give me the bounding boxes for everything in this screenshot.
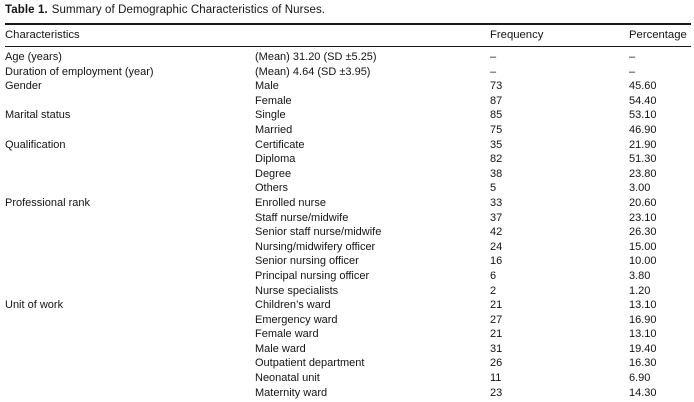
table-cell: 31	[490, 342, 503, 355]
table-row	[5, 138, 691, 153]
table-cell: 14.30	[629, 386, 657, 399]
table-row	[5, 225, 691, 240]
header-frequency: Frequency	[490, 24, 629, 47]
table-cell	[5, 342, 255, 357]
table-row	[5, 371, 691, 386]
table-cell: Enrolled nurse	[255, 196, 326, 209]
table-caption-text: Summary of Demographic Characteristics of Nurses.	[51, 4, 326, 16]
table-cell: 42	[490, 226, 503, 239]
table-cell: 26	[490, 357, 503, 370]
table-row	[5, 327, 691, 342]
table-cell: 21	[490, 299, 503, 312]
table-cell: Professional rank	[5, 196, 90, 209]
table-cell: Duration of employment (year)	[5, 65, 154, 78]
table-cell: Gender	[5, 80, 42, 93]
table-cell: 3.00	[629, 182, 651, 195]
header-percentage: Percentage	[629, 24, 691, 47]
table-cell: 23.10	[629, 211, 657, 224]
table-cell: 16.30	[629, 357, 657, 370]
table-row	[5, 342, 691, 357]
table-cell	[5, 167, 255, 182]
table-cell	[5, 240, 255, 255]
table-row	[5, 386, 691, 402]
table-cell: Emergency ward	[255, 313, 338, 326]
table-cell: 85	[490, 109, 503, 122]
table-cell: Neonatal unit	[255, 372, 320, 385]
table-cell: 21.90	[629, 138, 657, 151]
table-row	[5, 79, 691, 94]
table-cell: 16.90	[629, 313, 657, 326]
table-cell: 75	[490, 123, 503, 136]
table-cell: 23	[490, 386, 503, 399]
table-header-row	[5, 24, 691, 47]
table-cell	[5, 269, 255, 284]
table-cell: –	[490, 51, 497, 63]
table-cell: 87	[490, 94, 503, 107]
table-cell: 13.10	[629, 299, 657, 312]
table-caption	[5, 4, 691, 17]
table-cell	[5, 254, 255, 269]
table-cell	[5, 327, 255, 342]
table-row	[5, 356, 691, 371]
table-cell: Senior staff nurse/midwife	[255, 226, 382, 239]
table-row	[5, 240, 691, 255]
table-cell: Male	[255, 80, 279, 93]
table-row	[5, 269, 691, 284]
table-cell: 1.20	[629, 284, 651, 297]
table-row	[5, 254, 691, 269]
table-cell: (Mean) 4.64 (SD ±3.95)	[255, 65, 371, 78]
table-cell: 35	[490, 138, 503, 151]
table-cell: 16	[490, 255, 503, 268]
table-cell: 38	[490, 167, 503, 180]
header-characteristics: Characteristics	[5, 24, 255, 47]
table-row	[5, 167, 691, 182]
table-cell: 26.30	[629, 226, 657, 239]
table-cell: 82	[490, 153, 503, 166]
table-cell: 20.60	[629, 196, 657, 209]
table-cell: Children’s ward	[255, 299, 331, 312]
table-cell	[5, 211, 255, 226]
table-cell: 2	[490, 284, 497, 297]
table-cell: Married	[255, 123, 293, 136]
table-row	[5, 211, 691, 226]
table-row	[5, 152, 691, 167]
table-cell	[5, 152, 255, 167]
table-cell	[5, 181, 255, 196]
table-cell: Degree	[255, 167, 292, 180]
table-cell	[5, 386, 255, 402]
table-row	[5, 181, 691, 196]
table-row	[5, 298, 691, 313]
table-cell: 23.80	[629, 167, 657, 180]
table-row	[5, 284, 691, 299]
table-row	[5, 196, 691, 211]
table-cell: Qualification	[5, 138, 66, 151]
table-row	[5, 313, 691, 328]
table-cell: 24	[490, 240, 503, 253]
table-cell: 46.90	[629, 123, 657, 136]
table-cell	[5, 284, 255, 299]
table-cell: 51.30	[629, 153, 657, 166]
table-cell: 19.40	[629, 342, 657, 355]
table-cell: (Mean) 31.20 (SD ±5.25)	[255, 51, 377, 63]
table-row	[5, 123, 691, 138]
table-cell: Diploma	[255, 153, 296, 166]
table-cell: Nurse specialists	[255, 284, 339, 297]
table-cell: Principal nursing officer	[255, 269, 370, 282]
table-cell: Female	[255, 94, 292, 107]
table-cell: 13.10	[629, 328, 657, 341]
table-cell: Male ward	[255, 342, 306, 355]
demographics-table	[5, 23, 691, 402]
table-cell	[5, 94, 255, 109]
table-cell: Maternity ward	[255, 386, 328, 399]
table-cell	[5, 356, 255, 371]
table-cell: 27	[490, 313, 503, 326]
table-cell: Female ward	[255, 328, 319, 341]
table-cell: Unit of work	[5, 299, 64, 312]
table-cell	[5, 225, 255, 240]
table-caption-label: Table 1.	[5, 4, 48, 16]
table-cell: 3.80	[629, 269, 651, 282]
table-cell: Others	[255, 182, 289, 195]
table-row	[5, 108, 691, 123]
table-cell: Staff nurse/midwife	[255, 211, 349, 224]
table-cell: Senior nursing officer	[255, 255, 359, 268]
table-cell: 5	[490, 182, 497, 195]
table-cell	[5, 123, 255, 138]
table-cell: 10.00	[629, 255, 657, 268]
table-row	[5, 47, 691, 65]
table-cell: 6.90	[629, 372, 651, 385]
table-cell: 33	[490, 196, 503, 209]
table-cell	[5, 313, 255, 328]
table-cell: –	[490, 65, 497, 78]
table-cell: Single	[255, 109, 286, 122]
table-cell	[5, 371, 255, 386]
table-cell: 37	[490, 211, 503, 224]
table-cell: 54.40	[629, 94, 657, 107]
table-cell: 53.10	[629, 109, 657, 122]
table-cell: 73	[490, 80, 503, 93]
table-cell: Nursing/midwifery officer	[255, 240, 376, 253]
table-cell: 6	[490, 269, 497, 282]
table-cell: Age (years)	[5, 51, 62, 63]
table-row	[5, 65, 691, 80]
table-cell: 11	[490, 372, 502, 385]
table-cell: Marital status	[5, 109, 71, 122]
header-subcategory	[255, 24, 490, 47]
table-cell: Certificate	[255, 138, 305, 151]
table-cell: –	[629, 65, 636, 78]
table-row	[5, 94, 691, 109]
table-cell: –	[629, 51, 636, 63]
table-cell: Outpatient department	[255, 357, 365, 370]
table-cell: 21	[490, 328, 503, 341]
table-cell: 45.60	[629, 80, 657, 93]
table-cell: 15.00	[629, 240, 657, 253]
